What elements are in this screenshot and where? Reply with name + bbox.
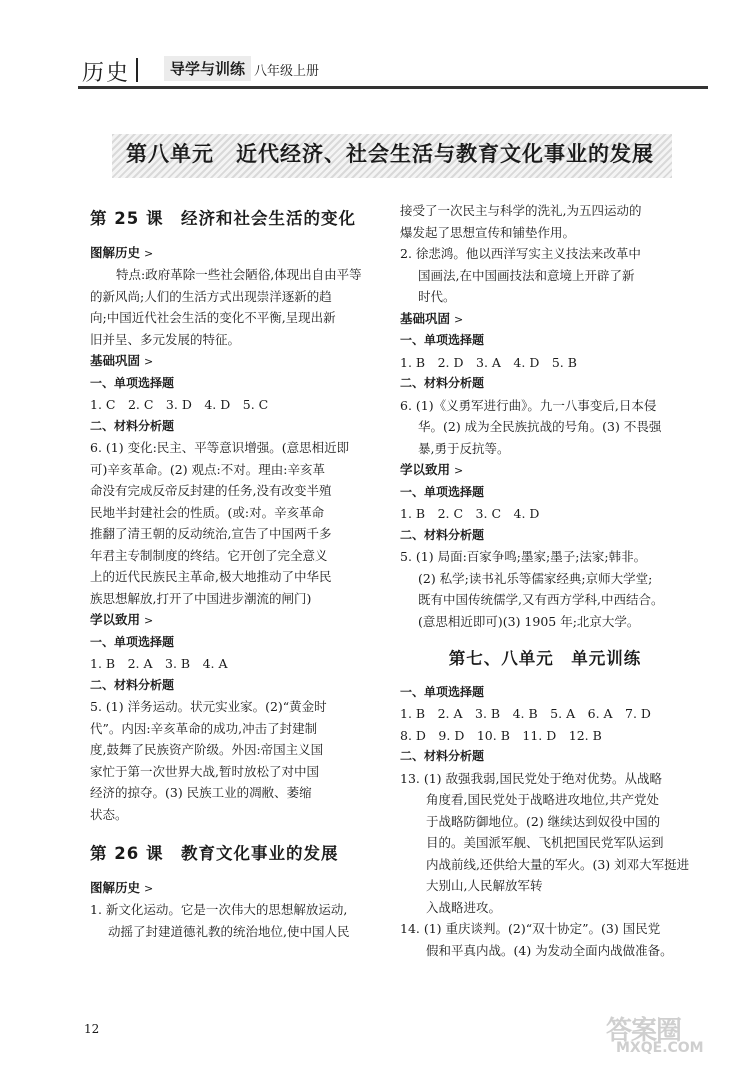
subheading-single-choice: 一、单项选择题 [400, 484, 485, 499]
text-line: 族思想解放,打开了中国进步潮流的闸门) [90, 590, 312, 606]
text-line: (意思相近即可)(3) 1905 年;北京大学。 [418, 613, 640, 629]
watermark-logo [606, 1010, 736, 1060]
text-line: 接受了一次民主与科学的洗礼,为五四运动的 [400, 203, 642, 218]
chevron-right-icon: > [144, 355, 154, 368]
text-line: 可)辛亥革命。(2) 观点:不对。理由:辛亥革 [90, 461, 325, 477]
text-line: 1. 新文化运动。它是一次伟大的思想解放运动, [90, 902, 348, 917]
subheading-single-choice: 一、单项选择题 [90, 375, 175, 390]
text-line: 目的。美国派军舰、飞机把国民党军队运到 [426, 835, 664, 850]
text-line: 2. 徐悲鸿。他以西洋写实主义技法来改革中 [400, 246, 641, 261]
page-header [78, 46, 708, 94]
text-line: 内战前线,还供给大量的军火。(3) 刘邓大军挺进大别山,人民解放军转 [426, 856, 690, 893]
text-line: 状态。 [90, 806, 128, 822]
subheading-material: 二、材料分析题 [90, 418, 175, 433]
page-number: 12 [84, 1022, 100, 1036]
text-line: 8. D 9. D 10. B 11. D 12. B [400, 727, 602, 743]
section-jichu [90, 350, 376, 373]
text-line: 特点:政府革除一些社会陋俗,体现出自由平等 [116, 267, 362, 282]
text-line: 经济的掠夺。(3) 民族工业的凋敝、萎缩 [90, 785, 312, 800]
subheading-material: 二、材料分析题 [90, 677, 175, 692]
subheading-single-choice: 一、单项选择题 [400, 684, 485, 699]
header-grade: 八年级上册 [254, 64, 320, 79]
tuji-text [90, 264, 376, 350]
text-line: 6. (1) 变化:民主、平等意识增强。(意思相近即 [90, 440, 350, 455]
watermark-text: 答案圈 [606, 1016, 682, 1046]
text-line: 13. (1) 敌强我弱,国民党处于绝对优势。从战略 [400, 770, 663, 786]
text-line: 动摇了封建道德礼教的统治地位,使中国人民 [108, 923, 350, 939]
continued-text [400, 200, 690, 243]
text-line: 1. B 2. A 3. B 4. B 5. A 6. A 7. D [400, 706, 651, 721]
answers-single-choice [400, 703, 690, 746]
text-line: 推翻了清王朝的反动统治,宣告了中国两千多 [90, 526, 332, 541]
text-line: 度,鼓舞了民族资产阶级。外因:帝国主义国 [90, 742, 324, 757]
text-line: 5. (1) 洋务运动。状元实业家。(2)“黄金时 [90, 699, 327, 714]
section-xueyi [90, 609, 376, 632]
chevron-right-icon: > [454, 464, 464, 477]
chevron-right-icon: > [144, 246, 154, 260]
section-xueyi [400, 459, 690, 482]
text-line: (2) 私学;读书礼乐等儒家经典;京师大学堂; [418, 570, 653, 586]
material-answer-5 [90, 696, 376, 825]
section-jichu-label: 基础巩固 [400, 310, 451, 326]
chevron-right-icon: > [144, 881, 154, 895]
subheading-single-choice: 一、单项选择题 [400, 333, 485, 347]
text-line: 入战略进攻。 [426, 899, 502, 915]
text-line: 时代。 [418, 289, 456, 304]
text-line: 5. (1) 局面:百家争鸣;墨家;墨子;法家;韩非。 [400, 549, 647, 564]
text-line: 向;中国近代社会生活的变化不平衡,呈现出新 [90, 310, 336, 325]
subheading-material: 二、材料分析题 [400, 376, 485, 390]
subheading-single-choice: 一、单项选择题 [90, 634, 175, 649]
left-column [90, 200, 376, 942]
text-line: 暴,勇于反抗等。 [418, 440, 510, 456]
header-series: 导学与训练 [164, 56, 251, 81]
text-line: 年君主专制制度的终结。它开创了完全意义 [90, 547, 328, 563]
text-line: 假和平真内战。(4) 为发动全面内战做准备。 [426, 942, 673, 958]
section-xueyi-label: 学以致用 [90, 612, 141, 627]
text-line: 角度看,国民党处于战略进攻地位,共产党处 [426, 792, 659, 807]
section-jichu-label: 基础巩固 [90, 353, 141, 368]
chevron-right-icon: > [454, 312, 464, 326]
section-jichu [400, 308, 690, 331]
header-subject: 历史 [82, 61, 131, 86]
text-line: 民地半封建社会的性质。(或:对。辛亥革命 [90, 504, 325, 520]
answers-single-choice: 1. B 2. C 3. C 4. D [400, 506, 540, 521]
section-tuji [90, 242, 376, 265]
text-line: 旧并呈、多元发展的特征。 [90, 331, 241, 347]
text-line: 于战略防御地位。(2) 继续达到奴役中国的 [426, 813, 661, 829]
answers-single-choice: 1. C 2. C 3. D 4. D 5. C [90, 397, 269, 412]
section-xueyi-label: 学以致用 [400, 462, 451, 477]
tuji2-text [90, 899, 376, 942]
section-tuji-label: 图解历史 [90, 244, 141, 260]
chevron-right-icon: > [144, 614, 154, 627]
section-tuji-label: 图解历史 [90, 879, 141, 895]
text-line: 上的近代民族民主革命,极大地推动了中华民 [90, 569, 332, 584]
text-line: 14. (1) 重庆谈判。(2)“双十协定”。(3) 国民党 [400, 921, 661, 936]
watermark-url: MXQE.COM [616, 1040, 704, 1056]
subheading-material: 二、材料分析题 [400, 527, 485, 542]
text-line: 6. (1)《义勇军进行曲》。九一八事变后,日本侵 [400, 397, 657, 413]
answers-single-choice: 1. B 2. A 3. B 4. A [90, 656, 228, 671]
subheading-material: 二、材料分析题 [400, 749, 485, 763]
text-line: 爆发起了思想宣传和铺垫作用。 [400, 224, 576, 240]
text-line: 既有中国传统儒学,又有西方学科,中西结合。 [418, 592, 664, 607]
text-line: 命没有完成反帝反封建的任务,没有改变半殖 [90, 483, 332, 498]
header-divider [136, 58, 138, 82]
text-line: 国画法,在中国画技法和意境上开辟了新 [418, 267, 635, 283]
lesson-26-title: 第 26 课 教育文化事业的发展 [90, 844, 339, 863]
unit-review-title: 第七、八单元 单元训练 [448, 649, 642, 668]
text-line: 家忙于第一次世界大战,暂时放松了对中国 [90, 763, 319, 779]
answer-item-14 [400, 918, 690, 961]
right-column [400, 200, 690, 961]
answer-item-2 [400, 243, 690, 308]
header-rule [78, 86, 708, 89]
unit-title: 第八单元 近代经济、社会生活与教育文化事业的发展 [126, 142, 654, 166]
material-answer-6 [90, 437, 376, 609]
text-line: 代”。内因:辛亥革命的成功,冲击了封建制 [90, 720, 318, 736]
material-answer-13 [400, 768, 690, 919]
lesson-25-title: 第 25 课 经济和社会生活的变化 [90, 209, 356, 228]
material-answer-5 [400, 546, 690, 632]
text-line: 华。(2) 成为全民族抗战的号角。(3) 不畏强 [418, 419, 662, 434]
answers-single-choice: 1. B 2. D 3. A 4. D 5. B [400, 354, 577, 370]
section-tuji-2 [90, 877, 376, 900]
text-line: 的新风尚;人们的生活方式出现崇洋逐新的趋 [90, 288, 332, 304]
material-answer-6 [400, 395, 690, 460]
